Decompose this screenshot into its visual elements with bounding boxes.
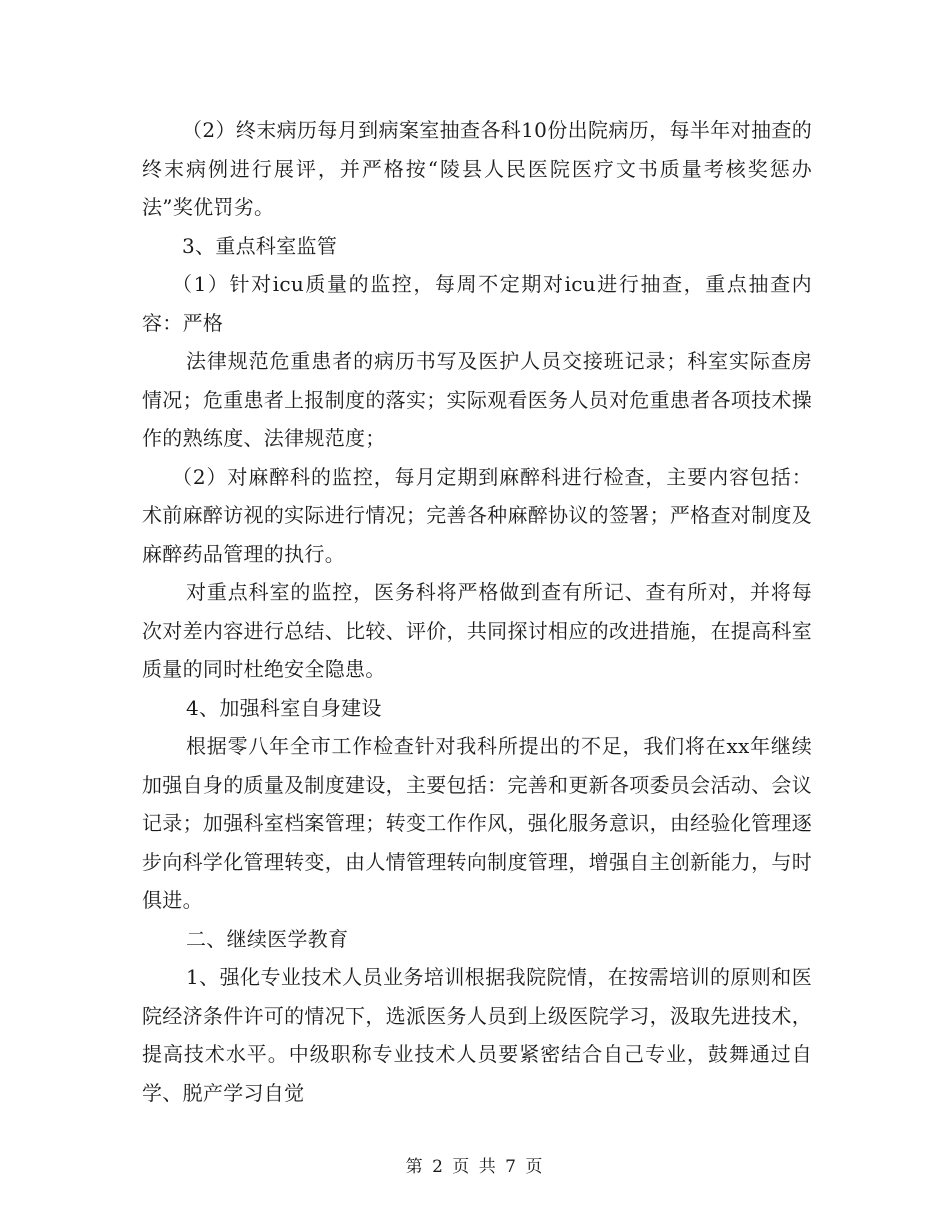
heading-continuing-medical-education: 二、继续医学教育	[186, 926, 349, 951]
page-number-footer: 第 2 页 共 7 页	[405, 1157, 545, 1177]
paragraph-anesthesia-monitoring: （2）对麻醉科的监控，每月定期到麻醉科进行检查，主要内容包括：术前麻醉访视的实际进行情况；完善各种麻醉协议的签署；严格查对制度及麻醉药品管理的执行。	[142, 464, 812, 566]
paragraph-legal-norms: 法律规范危重患者的病历书写及医护人员交接班记录；科室实际查房情况；危重患者上报制度的落实；实际观看医务人员对危重患者各项技术操作的熟练度、法律规范度；	[142, 349, 812, 450]
paragraph-self-building-details: 根据零八年全市工作检查针对我科所提出的不足，我们将在xx年继续加强自身的质量及制度建设，主要包括：完善和更新各项委员会活动、会议记录；加强科室档案管理；转变工作作风，强化服务意识，由经验化管理逐步向科学化管理转变，由人情管理转向制度管理，增强自主创新能力，与时俱进。	[142, 734, 812, 912]
paragraph-final-records: （2）终末病历每月到病案室抽查各科10份出院病历，每半年对抽查的终末病例进行展评，并严格按“陵县人民医院医疗文书质量考核奖惩办法”奖优罚劣。	[142, 118, 812, 219]
paragraph-icu-monitoring: （1）针对icu质量的监控，每周不定期对icu进行抽查，重点抽查内容：严格	[142, 272, 812, 335]
heading-department-self-building: 4、加强科室自身建设	[186, 695, 382, 720]
document-body	[142, 111, 812, 1112]
paragraph-key-department-summary: 对重点科室的监控，医务科将严格做到查有所记、查有所对，并将每次对差内容进行总结、比较、评价，共同探讨相应的改进措施，在提高科室质量的同时杜绝安全隐患。	[142, 580, 812, 681]
paragraph-professional-training: 1、强化专业技术人员业务培训根据我院院情，在按需培训的原则和医院经济条件许可的情况下，选派医务人员到上级医院学习，汲取先进技术，提高技术水平。中级职称专业技术人员要紧密结合自己专业，鼓舞通过自学、脱产学习自觉	[142, 965, 812, 1105]
heading-key-department-supervision: 3、重点科室监管	[182, 233, 338, 258]
